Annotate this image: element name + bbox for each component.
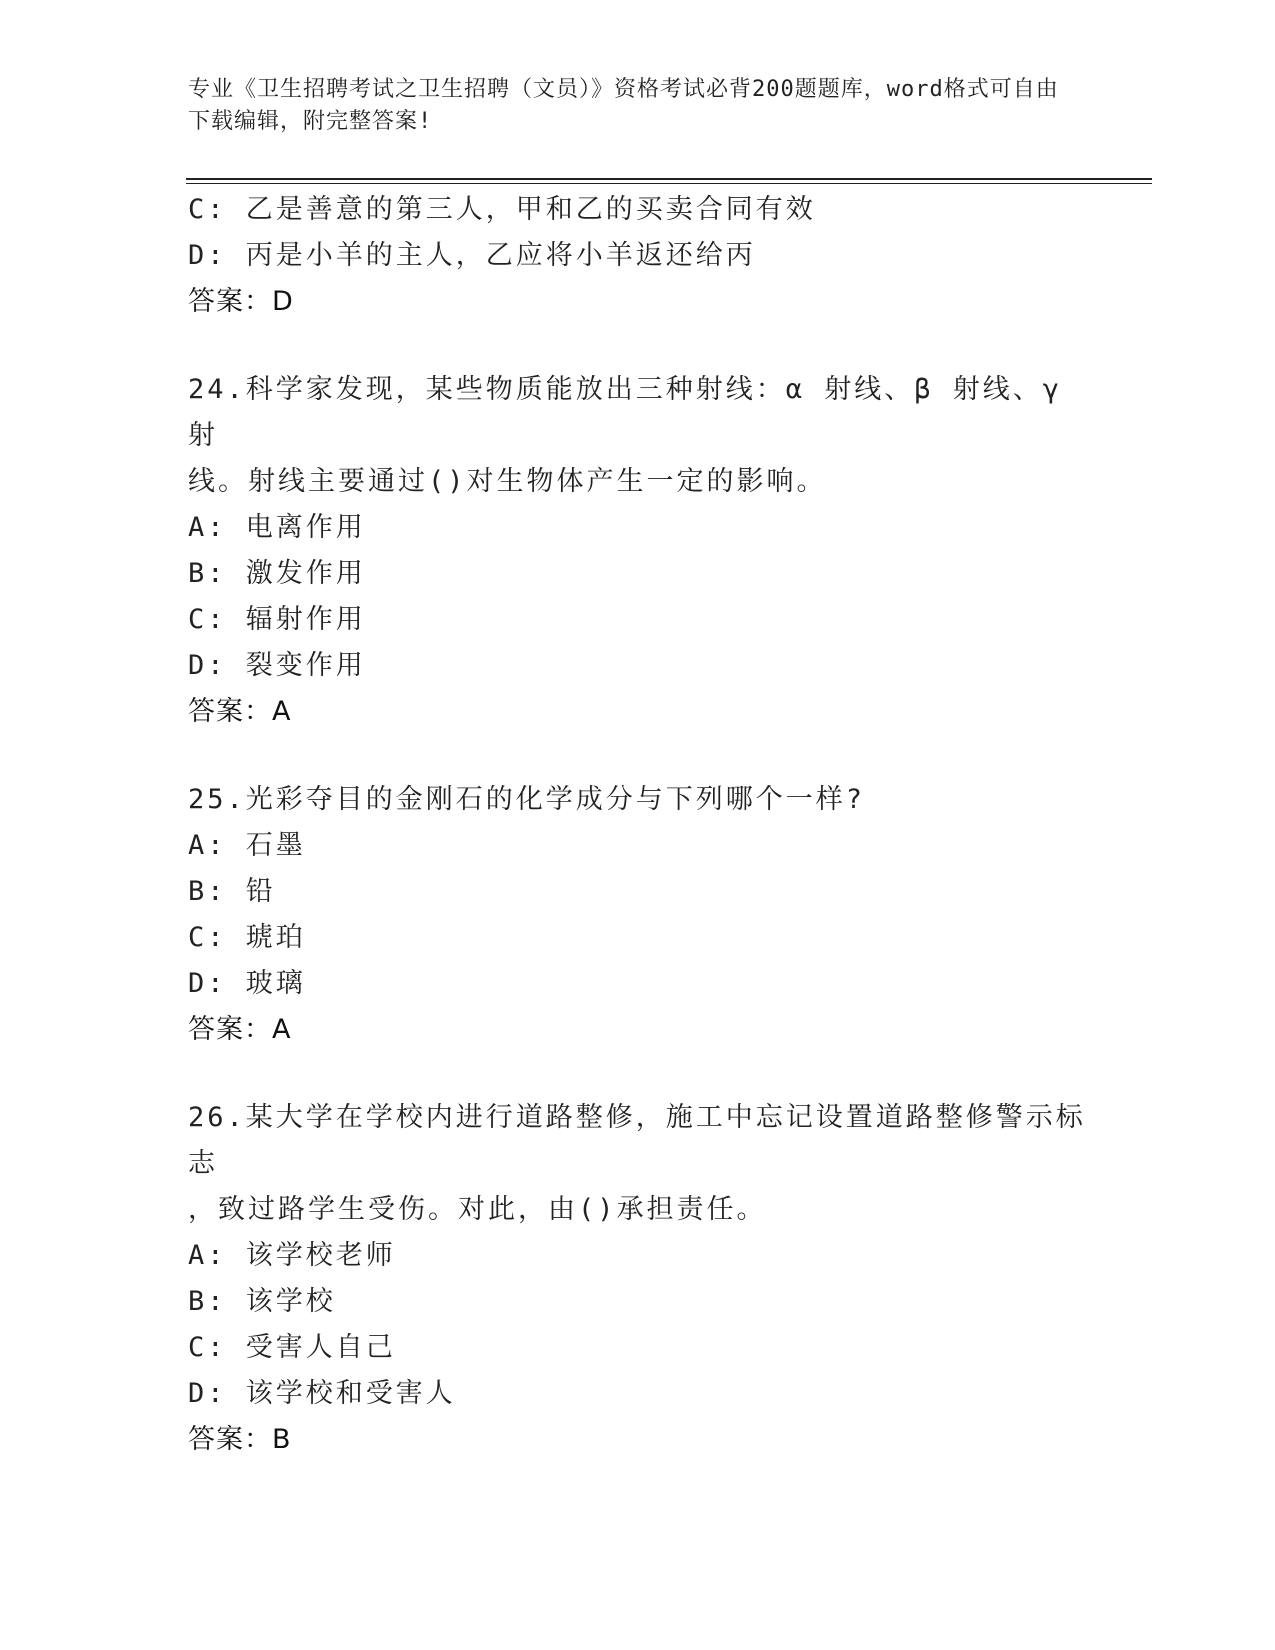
option-b: B: 激发作用	[188, 558, 366, 589]
option-a: A: 该学校老师	[188, 1240, 396, 1271]
question-25	[188, 777, 1088, 1053]
option-d: D: 裂变作用	[188, 650, 366, 681]
answer-line: 答案：A	[188, 696, 292, 727]
question-stem-line: 24.科学家发现，某些物质能放出三种射线：α 射线、β 射线、γ 射	[188, 374, 1082, 451]
option-b: B: 该学校	[188, 1286, 336, 1317]
option-a: A: 电离作用	[188, 512, 366, 543]
option-d: D: 丙是小羊的主人，乙应将小羊返还给丙	[188, 240, 756, 271]
option-d: D: 该学校和受害人	[188, 1378, 456, 1409]
document-header	[188, 74, 1078, 138]
option-b: B: 铅	[188, 876, 276, 907]
header-divider-thin	[186, 183, 1152, 184]
option-c: C: 琥珀	[188, 922, 306, 953]
option-c: C: 受害人自己	[188, 1332, 396, 1363]
header-text: 专业《卫生招聘考试之卫生招聘（文员）》资格考试必背200题题库，word格式可自由下载编辑，附完整答案!	[188, 77, 1059, 134]
answer-line: 答案：D	[188, 286, 294, 317]
question-24	[188, 367, 1088, 735]
option-c: C: 辐射作用	[188, 604, 366, 635]
question-list	[188, 187, 1088, 1463]
option-d: D: 玻璃	[188, 968, 306, 999]
question-stem-line: 25.光彩夺目的金刚石的化学成分与下列哪个一样?	[188, 784, 866, 815]
question-stem-line: 26.某大学在学校内进行道路整修，施工中忘记设置道路整修警示标志	[188, 1102, 1086, 1179]
continued-question	[188, 187, 1088, 325]
question-stem-line: 线。射线主要通过()对生物体产生一定的影响。	[188, 466, 827, 497]
option-a: A: 石墨	[188, 830, 306, 861]
question-26	[188, 1095, 1088, 1463]
option-c: C: 乙是善意的第三人，甲和乙的买卖合同有效	[188, 194, 816, 225]
header-divider-thick	[186, 178, 1152, 180]
answer-line: 答案：B	[188, 1424, 292, 1455]
question-stem-line: ，致过路学生受伤。对此，由()承担责任。	[188, 1194, 767, 1225]
answer-line: 答案：A	[188, 1014, 292, 1045]
